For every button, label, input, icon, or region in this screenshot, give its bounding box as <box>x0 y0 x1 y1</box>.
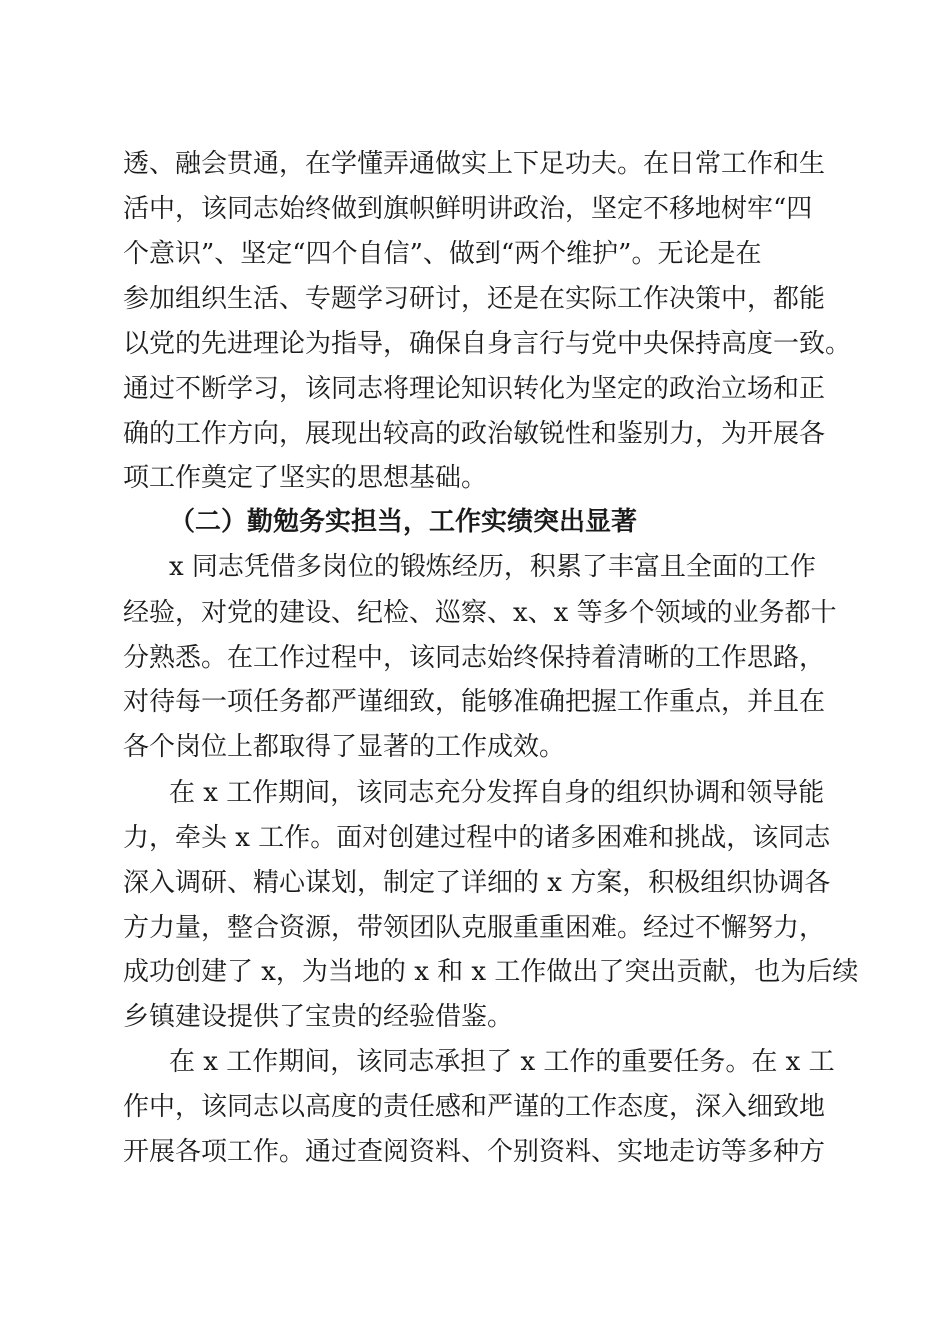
paragraph-1-line-1: 透、融会贯通，在学懂弄通做实上下足功夫。在日常工作和生 <box>123 149 826 179</box>
paragraph-1-line-8: 项工作奠定了坚实的思想基础。 <box>123 463 488 493</box>
paragraph-3-line-2: 力，牵头 x 工作。面对创建过程中的诸多困难和挑战，该同志 <box>123 823 831 853</box>
paragraph-1-line-4: 参加组织生活、专题学习研讨，还是在实际工作决策中，都能 <box>123 284 826 314</box>
paragraph-1-line-6: 通过不断学习，该同志将理论知识转化为坚定的政治立场和正 <box>123 374 826 404</box>
paragraph-4-line-1: 在 x 工作期间，该同志承担了 x 工作的重要任务。在 x 工 <box>169 1047 835 1077</box>
paragraph-2-line-1: x 同志凭借多岗位的锻炼经历，积累了丰富且全面的工作 <box>169 552 816 582</box>
paragraph-2-line-4: 对待每一项任务都严谨细致，能够准确把握工作重点，并且在 <box>123 687 826 717</box>
paragraph-3-line-1: 在 x 工作期间，该同志充分发挥自身的组织协调和领导能 <box>169 778 825 808</box>
paragraph-4-line-3: 开展各项工作。通过查阅资料、个别资料、实地走访等多种方 <box>123 1137 826 1167</box>
paragraph-1-line-5: 以党的先进理论为指导，确保自身言行与党中央保持高度一致。 <box>123 329 852 359</box>
paragraph-2-line-3: 分熟悉。在工作过程中，该同志始终保持着清晰的工作思路， <box>123 643 826 673</box>
section-heading: （二）勤勉务实担当，工作实绩突出显著 <box>169 507 638 537</box>
paragraph-2-line-5: 各个岗位上都取得了显著的工作成效。 <box>123 732 566 762</box>
paragraph-1-line-7: 确的工作方向，展现出较高的政治敏锐性和鉴别力，为开展各 <box>123 419 826 449</box>
paragraph-4-line-2: 作中，该同志以高度的责任感和严谨的工作态度，深入细致地 <box>123 1092 826 1122</box>
paragraph-2-line-2: 经验，对党的建设、纪检、巡察、x、x 等多个领域的业务都十 <box>123 598 837 628</box>
paragraph-1-line-2: 活中，该同志始终做到旗帜鲜明讲政治，坚定不移地树牢“四 <box>123 194 813 224</box>
paragraph-3-line-6: 乡镇建设提供了宝贵的经验借鉴。 <box>123 1002 514 1032</box>
paragraph-1-line-3: 个意识”、坚定“四个自信”、做到“两个维护”。无论是在 <box>123 239 762 269</box>
paragraph-3-line-4: 方力量，整合资源，带领团队克服重重困难。经过不懈努力， <box>123 913 826 943</box>
paragraph-3-line-3: 深入调研、精心谋划，制定了详细的 x 方案，积极组织协调各 <box>123 868 831 898</box>
paragraph-3-line-5: 成功创建了 x，为当地的 x 和 x 工作做出了突出贡献，也为后续 <box>123 957 859 987</box>
